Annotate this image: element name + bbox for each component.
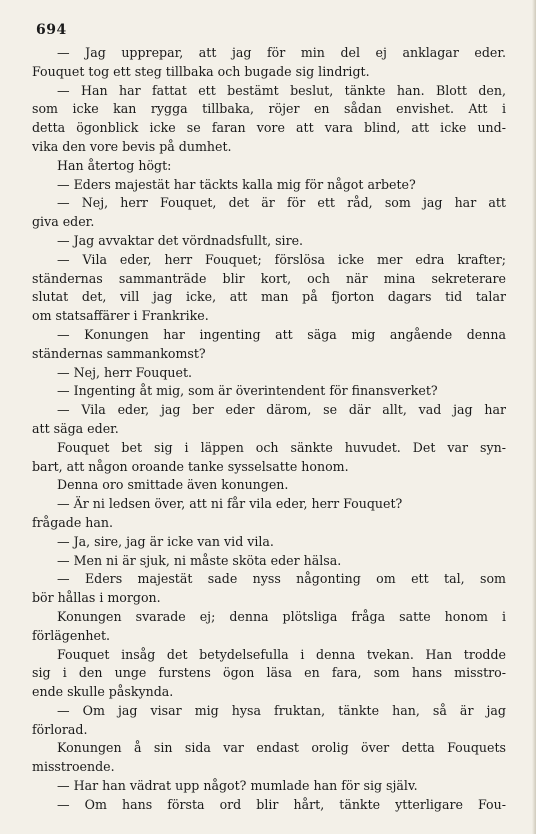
text-line: Fouquet bet sig i läppen och sänkte huvudet. Det var syn- xyxy=(57,439,506,455)
text-line: — Jag upprepar, att jag för min del ej anklagar eder. xyxy=(57,45,506,60)
text-line: — Han har fattat ett bestämt beslut, tänkte han. Blott den, xyxy=(57,82,506,98)
text-line: slutat det, vill jag icke, att man på fjorton dagars tid talar xyxy=(32,289,506,305)
text-line: ende skulle påskynda. xyxy=(32,684,174,700)
text-line: ständernas sammanträde blir kort, och när mina sekreterare xyxy=(32,270,506,286)
text-line: frågade han. xyxy=(32,514,114,530)
text-line: — Nej, herr Fouquet, det är för ett råd, som jag har att xyxy=(57,195,506,211)
text-line: som icke kan rygga tillbaka, röjer en sådan envishet. Att i xyxy=(32,101,506,117)
page-edge xyxy=(532,0,536,834)
text-line: Fouquet insåg det betydelsefulla i denna tvekan. Han trodde xyxy=(57,646,506,662)
text-line: — Vila eder, jag ber eder därom, se där allt, vad jag har xyxy=(57,402,506,418)
text-line: detta ögonblick icke se faran vore att vara blind, att icke und- xyxy=(32,120,506,136)
text-line: vika den vore bevis på dumhet. xyxy=(32,138,232,154)
text-line: — Om jag visar mig hysa fruktan, tänkte han, så är jag xyxy=(57,702,506,718)
page-number: 694 xyxy=(36,22,67,38)
text-line: — Konungen har ingenting att säga mig angående denna xyxy=(57,326,506,342)
text-line: — Nej, herr Fouquet. xyxy=(57,364,193,380)
text-line: — Ja, sire, jag är icke van vid vila. xyxy=(57,533,274,549)
text-line: sig i den unge furstens ögon läsa en fara, som hans misstro- xyxy=(32,665,506,681)
text-line: Han återtog högt: xyxy=(57,157,172,173)
body-text xyxy=(32,44,506,815)
text-line: ständernas sammankomst? xyxy=(32,345,206,361)
text-line: förlorad. xyxy=(32,721,88,737)
text-line: Konungen å sin sida var endast orolig över detta Fouquets xyxy=(57,740,506,756)
text-line: att säga eder. xyxy=(32,420,119,436)
text-line: — Ingenting åt mig, som är överintendent för finansverket? xyxy=(57,383,438,399)
text-line: — Är ni ledsen över, att ni får vila eder, herr Fouquet? xyxy=(57,496,403,512)
text-line: bart, att någon oroande tanke sysselsatte honom. xyxy=(32,458,349,474)
text-line: — Men ni är sjuk, ni måste sköta eder hälsa. xyxy=(57,552,342,568)
text-line: — Eders majestät har täckts kalla mig för något arbete? xyxy=(57,176,416,192)
text-line: — Jag avvaktar det vördnadsfullt, sire. xyxy=(57,232,304,248)
text-line: — Har han vädrat upp något? mumlade han för sig själv. xyxy=(57,778,418,794)
text-line: bör hållas i morgon. xyxy=(32,590,161,606)
text-line: — Vila eder, herr Fouquet; förslösa icke mer edra krafter; xyxy=(57,251,506,267)
text-line: Denna oro smittade även konungen. xyxy=(57,477,289,493)
text-line: Konungen svarade ej; denna plötsliga fråga satte honom i xyxy=(57,608,506,624)
text-line: — Eders majestät sade nyss någonting om ett tal, som xyxy=(57,571,506,587)
text-line: förlägenhet. xyxy=(32,627,111,643)
text-line: Fouquet tog ett steg tillbaka och bugade sig lindrigt. xyxy=(32,63,370,79)
text-line: giva eder. xyxy=(32,214,95,230)
text-line: om statsaffärer i Frankrike. xyxy=(32,308,209,324)
text-line: misstroende. xyxy=(32,759,115,775)
text-line: — Om hans första ord blir hårt, tänkte ytterligare Fou- xyxy=(57,796,506,812)
